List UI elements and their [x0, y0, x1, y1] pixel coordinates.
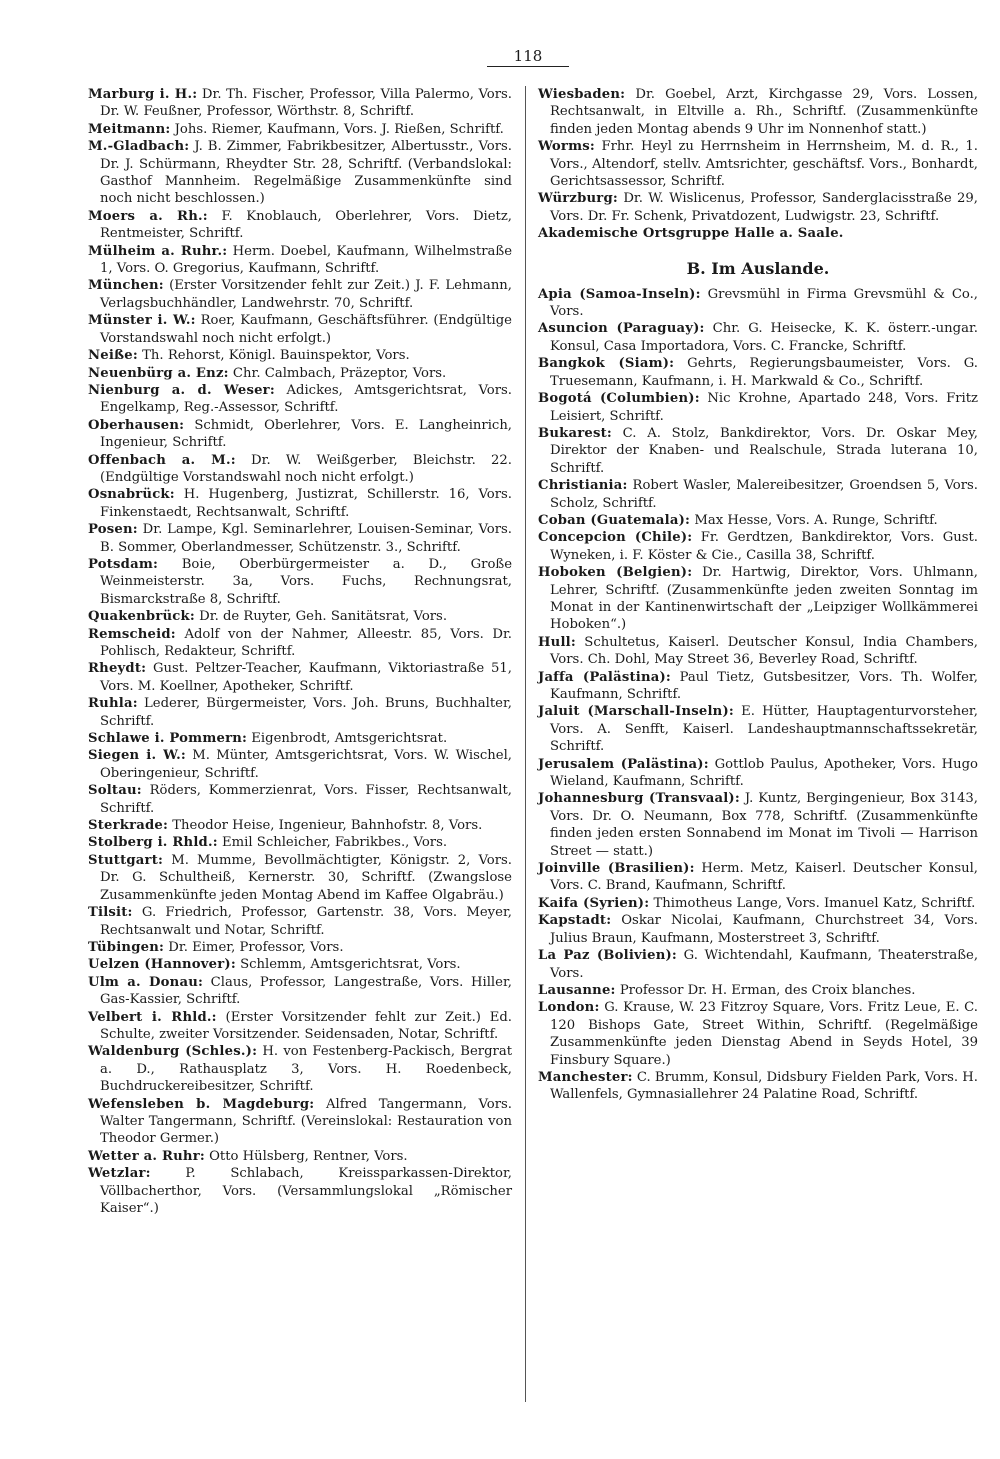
entry-place: Coban (Guatemala):: [538, 512, 691, 528]
directory-entry: [88, 1043, 512, 1095]
entry-text: Schultetus, Kaiserl. Deutscher Konsul, India Chambers, Vors. Ch. Dohl, May Street 36, Beverley Road, Schriftf.: [550, 634, 978, 668]
directory-entry: [538, 529, 978, 564]
entry-place: Wefensleben b. Magdeburg:: [88, 1096, 315, 1112]
entry-text: Chr. G. Heisecke, K. K. österr.-ungar. Konsul, Casa Importadora, Vors. C. Francke, Schriftf.: [550, 321, 978, 354]
entry-text: Boie, Oberbürgermeister a. D., Große Weinmeisterstr. 3a, Vors. Fuchs, Rechnungsrat, Bismarckstraße 8, Schriftf.: [100, 556, 512, 607]
entry-place: Asuncion (Paraguay):: [538, 321, 705, 337]
entry-place: M.-Gladbach:: [88, 139, 190, 155]
entry-text: Dr. Goebel, Arzt, Kirchgasse 29, Vors. Lossen, Rechtsanwalt, in Eltville a. Rh., Schriftf. (Zusammenkünfte finden jeden Montag abends 9 Uhr im Nonnenhof statt.): [550, 87, 978, 137]
entry-place: Bogotá (Columbien):: [538, 391, 700, 407]
entry-place: Rheydt:: [88, 661, 147, 677]
entry-place: Jerusalem (Palästina):: [538, 756, 709, 772]
entry-place: Worms:: [538, 139, 595, 155]
entry-place: Waldenburg (Schles.):: [88, 1044, 258, 1060]
directory-entry: [538, 790, 978, 860]
entry-text: H. von Festenberg-Packisch, Bergrat a. D., Rathausplatz 3, Vors. H. Roedenbeck, Buchdruckereibesitzer, Schriftf.: [100, 1044, 513, 1095]
directory-entry: [88, 834, 512, 851]
directory-entry: [88, 939, 512, 956]
entry-place: Bukarest:: [538, 425, 612, 441]
entry-place: Oberhausen:: [88, 417, 185, 433]
directory-entry: [88, 1148, 512, 1165]
entry-text: Max Hesse, Vors. A. Runge, Schriftf.: [694, 512, 938, 528]
entry-text: G. Krause, W. 23 Fitzroy Square, Vors. Fritz Leue, E. C. 120 Bishops Gate, Street Within, Schriftf. (Regelmäßige Zusammenkünfte jeden Dienstag Abend in Seyds Hotel, 39 Finsbury Square.): [550, 1000, 978, 1068]
directory-entry: [538, 982, 978, 999]
entry-place: Tübingen:: [88, 939, 165, 955]
directory-entry: [88, 347, 512, 364]
entry-text: F. Knoblauch, Oberlehrer, Vors. Dietz, Rentmeister, Schriftf.: [100, 208, 512, 242]
entry-text: Dr. Hartwig, Direktor, Vors. Uhlmann, Lehrer, Schriftf. (Zusammenkünfte jeden zweiten Sonntag im Monat in der Kantinenwirtschaft der „Leipziger Wollkämmerei Hoboken“.): [550, 565, 978, 633]
entry-text: Dr. de Ruyter, Geh. Sanitätsrat, Vors.: [199, 609, 448, 625]
entry-place: Meitmann:: [88, 121, 171, 137]
entry-place: Potsdam:: [88, 556, 159, 572]
directory-entry: [538, 355, 978, 390]
entry-place: Siegen i. W.:: [88, 748, 186, 764]
entry-text: P. Schlabach, Kreissparkassen-Direktor, Völlbacherthor, Vors. (Versammlungslokal „Römischer Kaiser“.): [100, 1166, 512, 1216]
directory-entry: [88, 312, 512, 347]
entry-text: M. Münter, Amtsgerichtsrat, Vors. W. Wischel, Oberingenieur, Schriftf.: [100, 748, 512, 781]
entry-text: Paul Tietz, Gutsbesitzer, Vors. Th. Wolfer, Kaufmann, Schriftf.: [550, 669, 978, 702]
entry-place: Stuttgart:: [88, 852, 164, 868]
entry-place: Akademische Ortsgruppe Halle a. Saale.: [538, 226, 844, 242]
directory-entry: [538, 425, 978, 477]
entry-place: Apia (Samoa-Inseln):: [538, 286, 701, 302]
entry-place: Quakenbrück:: [88, 609, 195, 625]
entry-text: Adolf von der Nahmer, Alleestr. 85, Vors. Dr. Pohlisch, Redakteur, Schriftf.: [100, 626, 512, 659]
entry-text: Dr. Eimer, Professor, Vors.: [168, 939, 344, 955]
entry-text: (Erster Vorsitzender fehlt zur Zeit.) J. F. Lehmann, Verlagsbuchhändler, Landwehrstr. 70, Schriftf.: [100, 278, 512, 311]
entry-place: Johannesburg (Transvaal):: [538, 791, 740, 807]
directory-entry: [88, 782, 512, 817]
right-column-abroad-entries: [538, 286, 978, 1104]
entry-text: Lederer, Bürgermeister, Vors. Joh. Bruns, Buchhalter, Schriftf.: [100, 696, 512, 729]
directory-entry: [538, 999, 978, 1069]
directory-entry: [538, 1069, 978, 1104]
entry-place: Neuenbürg a. Enz:: [88, 365, 229, 381]
entry-text: Schlemm, Amtsgerichtsrat, Vors.: [240, 957, 461, 973]
directory-entry: [88, 277, 512, 312]
left-column: [88, 86, 512, 1217]
directory-entry: [88, 904, 512, 939]
entry-place: Wiesbaden:: [538, 87, 626, 102]
entry-text: Dr. W. Wislicenus, Professor, Sanderglacisstraße 29, Vors. Dr. Fr. Schenk, Privatdozent, Ludwigstr. 23, Schriftf.: [550, 191, 978, 224]
directory-entry: [538, 912, 978, 947]
directory-entry: [88, 974, 512, 1009]
directory-entry: [88, 452, 512, 487]
entry-text: Gottlob Paulus, Apotheker, Vors. Hugo Wieland, Kaufmann, Schriftf.: [550, 756, 978, 790]
entry-text: Johs. Riemer, Kaufmann, Vors. J. Rießen, Schriftf.: [174, 121, 504, 137]
entry-text: Dr. W. Weißgerber, Bleichstr. 22. (Endgültige Vorstandswahl noch nicht erfolgt.): [100, 452, 512, 485]
directory-entry: [88, 608, 512, 625]
directory-entry: [538, 225, 978, 242]
directory-entry: [88, 556, 512, 608]
entry-place: München:: [88, 278, 164, 294]
entry-text: Herm. Doebel, Kaufmann, Wilhelmstraße 1, Vors. O. Gregorius, Kaufmann, Schriftf.: [100, 243, 512, 277]
directory-entry: [538, 477, 978, 512]
entry-text: Grevsmühl in Firma Grevsmühl & Co., Vors.: [550, 286, 978, 320]
directory-entry: [88, 86, 512, 121]
directory-entry: [538, 669, 978, 704]
entry-place: Ruhla:: [88, 696, 138, 712]
entry-text: Professor Dr. H. Erman, des Croix blanches.: [619, 982, 916, 998]
directory-entry: [538, 703, 978, 755]
entry-text: Röders, Kommerzienrat, Vors. Fisser, Rechtsanwalt, Schriftf.: [100, 783, 512, 816]
entry-text: M. Mumme, Bevollmächtigter, Königstr. 2, Vors. Dr. G. Schultheiß, Kernerstr. 30, Schriftf. (Zwangslose Zusammenkünfte jeden Montag Abend im Kaffee Olgabräu.): [100, 852, 512, 903]
entry-place: Schlawe i. Pommern:: [88, 731, 248, 747]
column-rule: [525, 86, 526, 1402]
directory-entry: [88, 208, 512, 243]
directory-entry: [88, 121, 512, 138]
directory-entry: [88, 695, 512, 730]
entry-text: E. Hütter, Hauptagenturvorsteher, Vors. A. Senfft, Kaiserl. Landeshauptmannschaftssekretär, Schriftf.: [550, 704, 978, 755]
entry-text: Dr. Lampe, Kgl. Seminarlehrer, Louisen-Seminar, Vors. B. Sommer, Oberlandmesser, Schützenstr. 3., Schriftf.: [100, 522, 512, 555]
entry-place: Würzburg:: [538, 191, 618, 207]
directory-entry: [88, 417, 512, 452]
entry-text: Gust. Peltzer-Teacher, Kaufmann, Viktoriastraße 51, Vors. M. Koellner, Apotheker, Schriftf.: [100, 661, 512, 694]
entry-place: Wetter a. Ruhr:: [88, 1148, 205, 1164]
entry-place: London:: [538, 1000, 600, 1016]
entry-place: Christiania:: [538, 478, 628, 494]
entry-text: Robert Wasler, Malereibesitzer, Groendsen 5, Vors. Scholz, Schriftf.: [550, 478, 978, 511]
entry-text: Fr. Gerdtzen, Bankdirektor, Vors. Gust. Wyneken, i. F. Köster & Cie., Casilla 38, Schriftf.: [550, 530, 978, 563]
entry-place: Lausanne:: [538, 982, 616, 998]
directory-entry: [88, 243, 512, 278]
entry-text: Alfred Tangermann, Vors. Walter Tangermann, Schriftf. (Vereinslokal: Restauration von Theodor Germer.): [100, 1096, 512, 1147]
entry-text: Emil Schleicher, Fabrikbes., Vors.: [222, 835, 448, 851]
directory-entry: [88, 747, 512, 782]
entry-text: J. B. Zimmer, Fabrikbesitzer, Albertusstr., Vors. Dr. J. Schürmann, Rheydter Str. 28, Schriftf. (Verbandslokal: Gasthof Mannheim. Regelmäßige Zusammenkünfte sind noch nicht beschlossen.): [100, 139, 512, 207]
entry-text: H. Hugenberg, Justizrat, Schillerstr. 16, Vors. Finkenstaedt, Rechtsanwalt, Schriftf.: [100, 487, 512, 520]
directory-entry: [538, 947, 978, 982]
entry-place: Concepcion (Chile):: [538, 530, 693, 546]
directory-entry: [88, 852, 512, 904]
entry-place: Stolberg i. Rhld.:: [88, 835, 218, 851]
entry-text: Herm. Metz, Kaiserl. Deutscher Konsul, Vors. C. Brand, Kaufmann, Schriftf.: [550, 861, 978, 894]
entry-place: Nienburg a. d. Weser:: [88, 382, 275, 398]
directory-entry: [88, 1165, 512, 1217]
entry-place: Hoboken (Belgien):: [538, 565, 693, 581]
directory-entry: [88, 660, 512, 695]
directory-entry: [88, 486, 512, 521]
directory-entry: [88, 365, 512, 382]
entry-text: Dr. Th. Fischer, Professor, Villa Palermo, Vors. Dr. W. Feußner, Professor, Wörthstr. 8, Schriftf.: [100, 87, 513, 120]
directory-entry: [88, 817, 512, 834]
entry-text: Theodor Heise, Ingenieur, Bahnhofstr. 8, Vors.: [172, 818, 483, 834]
entry-place: Bangkok (Siam):: [538, 356, 675, 372]
entry-text: Oskar Nicolai, Kaufmann, Churchstreet 34, Vors. Julius Braun, Kaufmann, Mosterstreet 3, Schriftf.: [550, 913, 978, 946]
directory-entry: [538, 138, 978, 190]
directory-entry: [538, 390, 978, 425]
directory-entry: [88, 382, 512, 417]
directory-entry: [88, 956, 512, 973]
directory-entry: [88, 138, 512, 208]
directory-entry: [88, 730, 512, 747]
entry-place: Moers a. Rh.:: [88, 208, 208, 224]
entry-place: Joinville (Brasilien):: [538, 861, 695, 877]
entry-place: Soltau:: [88, 783, 142, 799]
entry-text: G. Wichtendahl, Kaufmann, Theaterstraße, Vors.: [550, 948, 979, 981]
entry-place: Manchester:: [538, 1069, 633, 1085]
entry-text: (Erster Vorsitzender fehlt zur Zeit.) Ed. Schulte, zweiter Vorsitzender. Seidensaden, Notar, Schriftf.: [100, 1009, 512, 1042]
entry-place: Kaifa (Syrien):: [538, 895, 650, 911]
entry-text: Schmidt, Oberlehrer, Vors. E. Langheinrich, Ingenieur, Schriftf.: [100, 417, 512, 451]
entry-text: Frhr. Heyl zu Herrnsheim in Herrnsheim, M. d. R., 1. Vors., Altendorf, stellv. Amtsrichter, geschäftsf. Vors., Bonhardt, Gerichtsassessor, Schriftf.: [550, 139, 978, 190]
directory-entry: [88, 626, 512, 661]
entry-place: Ulm a. Donau:: [88, 974, 204, 990]
entry-text: Chr. Calmbach, Präzeptor, Vors.: [232, 365, 447, 381]
entry-place: Remscheid:: [88, 626, 176, 642]
section-heading: B. Im Auslande.: [686, 258, 830, 278]
entry-place: Posen:: [88, 522, 138, 538]
directory-entry: [538, 564, 978, 634]
directory-entry: [538, 860, 978, 895]
entry-text: Claus, Professor, Langestraße, Vors. Hiller, Gas-Kassier, Schriftf.: [100, 974, 512, 1008]
directory-entry: [538, 286, 978, 321]
entry-place: Uelzen (Hannover):: [88, 957, 236, 973]
entry-text: C. A. Stolz, Bankdirektor, Vors. Dr. Oskar Mey, Direktor der Knaben- und Realschule, Strada luterana 10, Schriftf.: [550, 425, 978, 476]
directory-entry: [538, 756, 978, 791]
entry-text: Eigenbrodt, Amtsgerichtsrat.: [251, 731, 448, 747]
entry-text: G. Friedrich, Professor, Gartenstr. 38, Vors. Meyer, Rechtsanwalt und Notar, Schriftf.: [100, 905, 512, 938]
entry-text: Nic Krohne, Apartado 248, Vors. Fritz Leisiert, Schriftf.: [550, 391, 978, 424]
entry-place: Jaluit (Marschall-Inseln):: [538, 704, 734, 720]
entry-place: Jaffa (Palästina):: [538, 669, 671, 685]
entry-place: Tilsit:: [88, 905, 133, 921]
directory-entry: [88, 521, 512, 556]
entry-place: Kapstadt:: [538, 913, 612, 929]
directory-entry: [88, 1096, 512, 1148]
directory-entry: [538, 320, 978, 355]
entry-text: C. Brumm, Konsul, Didsbury Fielden Park, Vors. H. Wallenfels, Gymnasiallehrer 24 Palatine Road, Schriftf.: [550, 1069, 978, 1103]
directory-entry: [538, 86, 978, 138]
entry-text: Adickes, Amtsgerichtsrat, Vors. Engelkamp, Reg.-Assessor, Schriftf.: [100, 382, 512, 416]
entry-text: Gehrts, Regierungsbaumeister, Vors. G. Truesemann, Kaufmann, i. H. Markwald & Co., Schriftf.: [550, 356, 978, 389]
entry-place: Velbert i. Rhld.:: [88, 1009, 217, 1025]
directory-entry: [538, 512, 978, 529]
directory-entry: [538, 634, 978, 669]
entry-place: Sterkrade:: [88, 818, 169, 834]
entry-place: La Paz (Bolivien):: [538, 948, 678, 964]
right-column: [538, 86, 978, 1104]
entry-place: Marburg i. H.:: [88, 87, 198, 102]
entry-place: Osnabrück:: [88, 487, 175, 503]
directory-entry: [88, 1009, 512, 1044]
entry-text: J. Kuntz, Bergingenieur, Box 3143, Vors. Dr. O. Neumann, Box 778, Schriftf. (Zusammenkünfte finden jeden ersten Sonnabend im Monat im Tivoli — Harrison Street — statt.): [550, 791, 978, 859]
entry-text: Roer, Kaufmann, Geschäftsführer. (Endgültige Vorstandswahl noch nicht erfolgt.): [100, 313, 512, 346]
directory-entry: [538, 895, 978, 912]
entry-place: Wetzlar:: [88, 1166, 151, 1182]
entry-text: Th. Rehorst, Königl. Bauinspektor, Vors.: [142, 348, 410, 364]
directory-entry: [538, 190, 978, 225]
entry-text: Thimotheus Lange, Vors. Imanuel Katz, Schriftf.: [653, 895, 976, 911]
right-column-top-entries: [538, 86, 978, 243]
entry-place: Mülheim a. Ruhr.:: [88, 243, 228, 259]
entry-text: Otto Hülsberg, Rentner, Vors.: [209, 1148, 408, 1164]
entry-place: Offenbach a. M.:: [88, 452, 236, 468]
entry-place: Münster i. W.:: [88, 313, 196, 329]
entry-place: Hull:: [538, 634, 576, 650]
entry-place: Neiße:: [88, 348, 138, 364]
page-number: 118: [487, 47, 569, 67]
